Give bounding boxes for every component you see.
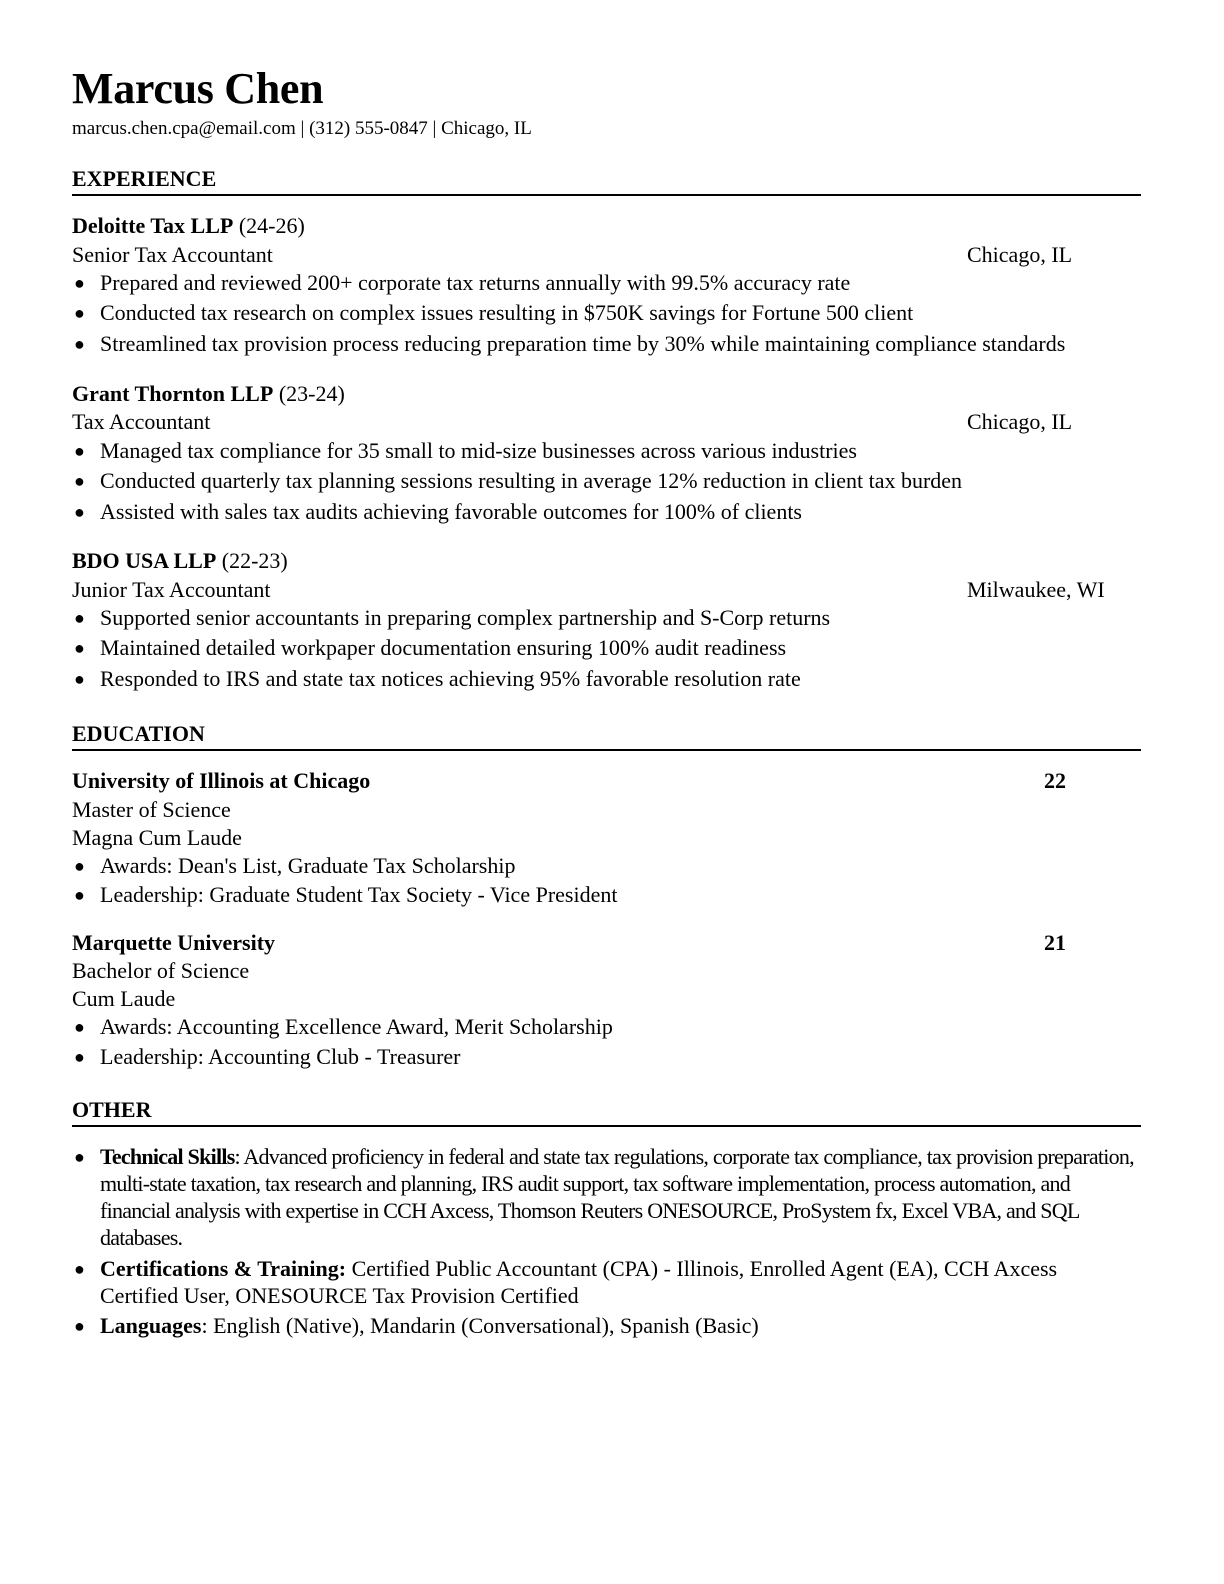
section-divider — [72, 194, 1141, 196]
graduation-year: 21 — [1044, 930, 1066, 955]
bullet-icon: ● — [74, 1047, 85, 1067]
bullet-icon: ● — [74, 638, 85, 658]
job-bullet: Assisted with sales tax audits achieving favorable outcomes for 100% of clients — [100, 499, 802, 524]
job-dates: (24-26) — [238, 213, 305, 238]
certifications — [100, 1255, 1140, 1309]
section-divider — [72, 1125, 1141, 1127]
bullet-icon: ● — [74, 885, 85, 905]
school-name: Marquette University — [72, 930, 276, 955]
languages — [100, 1312, 1140, 1339]
bullet-icon: ● — [74, 1316, 85, 1336]
graduation-year: 22 — [1044, 768, 1066, 793]
bullet-icon: ● — [74, 441, 85, 461]
bullet-icon: ● — [74, 669, 85, 689]
job-bullet: Prepared and reviewed 200+ corporate tax returns annually with 99.5% accuracy rate — [100, 270, 851, 295]
contact-line: marcus.chen.cpa@email.com | (312) 555-0847 | Chicago, IL — [72, 118, 532, 139]
job-bullet: Conducted tax research on complex issues resulting in $750K savings for Fortune 500 client — [100, 300, 914, 325]
candidate-name: Marcus Chen — [72, 64, 324, 113]
bullet-icon: ● — [74, 303, 85, 323]
languages-label: Languages — [100, 1313, 202, 1338]
education-bullet: Leadership: Graduate Student Tax Society - Vice President — [100, 882, 618, 907]
job-location: Milwaukee, WI — [967, 577, 1105, 602]
education-bullet: Awards: Dean's List, Graduate Tax Scholarship — [100, 853, 516, 878]
bullet-icon: ● — [74, 1259, 85, 1279]
job-dates: (23-24) — [278, 381, 345, 406]
degree: Master of Science — [72, 797, 231, 822]
bullet-icon: ● — [74, 1147, 85, 1167]
job-dates: (22-23) — [221, 548, 288, 573]
job-header — [72, 380, 345, 408]
section-divider — [72, 749, 1141, 751]
bullet-icon: ● — [74, 1017, 85, 1037]
company-name: Deloitte Tax LLP — [72, 213, 234, 238]
job-title: Tax Accountant — [72, 409, 211, 434]
certifications-label: Certifications & Training: — [100, 1256, 347, 1281]
honors: Magna Cum Laude — [72, 825, 242, 850]
bullet-icon: ● — [74, 856, 85, 876]
bullet-icon: ● — [74, 273, 85, 293]
languages-text: : English (Native), Mandarin (Conversational), Spanish (Basic) — [201, 1313, 759, 1338]
technical-skills-text: : Advanced proficiency in federal and state tax regulations, corporate tax compliance, tax provision preparation, multi-state taxation, tax research and planning, IRS audit support, tax software implementation, process automation, and financial analysis with expertise in CCH Axcess, Thomson Reuters ONESOURCE, ProSystem fx, Excel VBA, and SQL databases. — [100, 1144, 1134, 1250]
job-bullet: Managed tax compliance for 35 small to mid-size businesses across various industries — [100, 438, 857, 463]
section-heading-experience: EXPERIENCE — [72, 166, 217, 191]
school-name: University of Illinois at Chicago — [72, 768, 371, 793]
bullet-icon: ● — [74, 502, 85, 522]
job-location: Chicago, IL — [967, 409, 1073, 434]
education-bullet: Awards: Accounting Excellence Award, Merit Scholarship — [100, 1014, 613, 1039]
bullet-icon: ● — [74, 471, 85, 491]
job-bullet: Streamlined tax provision process reducing preparation time by 30% while maintaining compliance standards — [100, 331, 1066, 356]
honors: Cum Laude — [72, 986, 176, 1011]
job-header — [72, 547, 288, 575]
job-location: Chicago, IL — [967, 242, 1073, 267]
section-heading-education: EDUCATION — [72, 721, 205, 746]
technical-skills-label: Technical Skills — [100, 1144, 235, 1169]
job-title: Senior Tax Accountant — [72, 242, 273, 267]
job-bullet: Conducted quarterly tax planning sessions resulting in average 12% reduction in client tax burden — [100, 468, 963, 493]
degree: Bachelor of Science — [72, 958, 250, 983]
job-bullet: Responded to IRS and state tax notices achieving 95% favorable resolution rate — [100, 666, 801, 691]
company-name: Grant Thornton LLP — [72, 381, 274, 406]
job-title: Junior Tax Accountant — [72, 577, 271, 602]
bullet-icon: ● — [74, 334, 85, 354]
company-name: BDO USA LLP — [72, 548, 217, 573]
job-bullet: Supported senior accountants in preparing complex partnership and S-Corp returns — [100, 605, 831, 630]
bullet-icon: ● — [74, 608, 85, 628]
technical-skills — [100, 1143, 1140, 1251]
education-bullet: Leadership: Accounting Club - Treasurer — [100, 1044, 461, 1069]
job-bullet: Maintained detailed workpaper documentation ensuring 100% audit readiness — [100, 635, 787, 660]
job-header — [72, 212, 305, 240]
certifications-text: Certified Public Accountant (CPA) - Illinois, Enrolled Agent (EA), CCH Axcess Certified User, ONESOURCE Tax Provision Certified — [100, 1256, 1058, 1308]
section-heading-other: OTHER — [72, 1097, 152, 1122]
